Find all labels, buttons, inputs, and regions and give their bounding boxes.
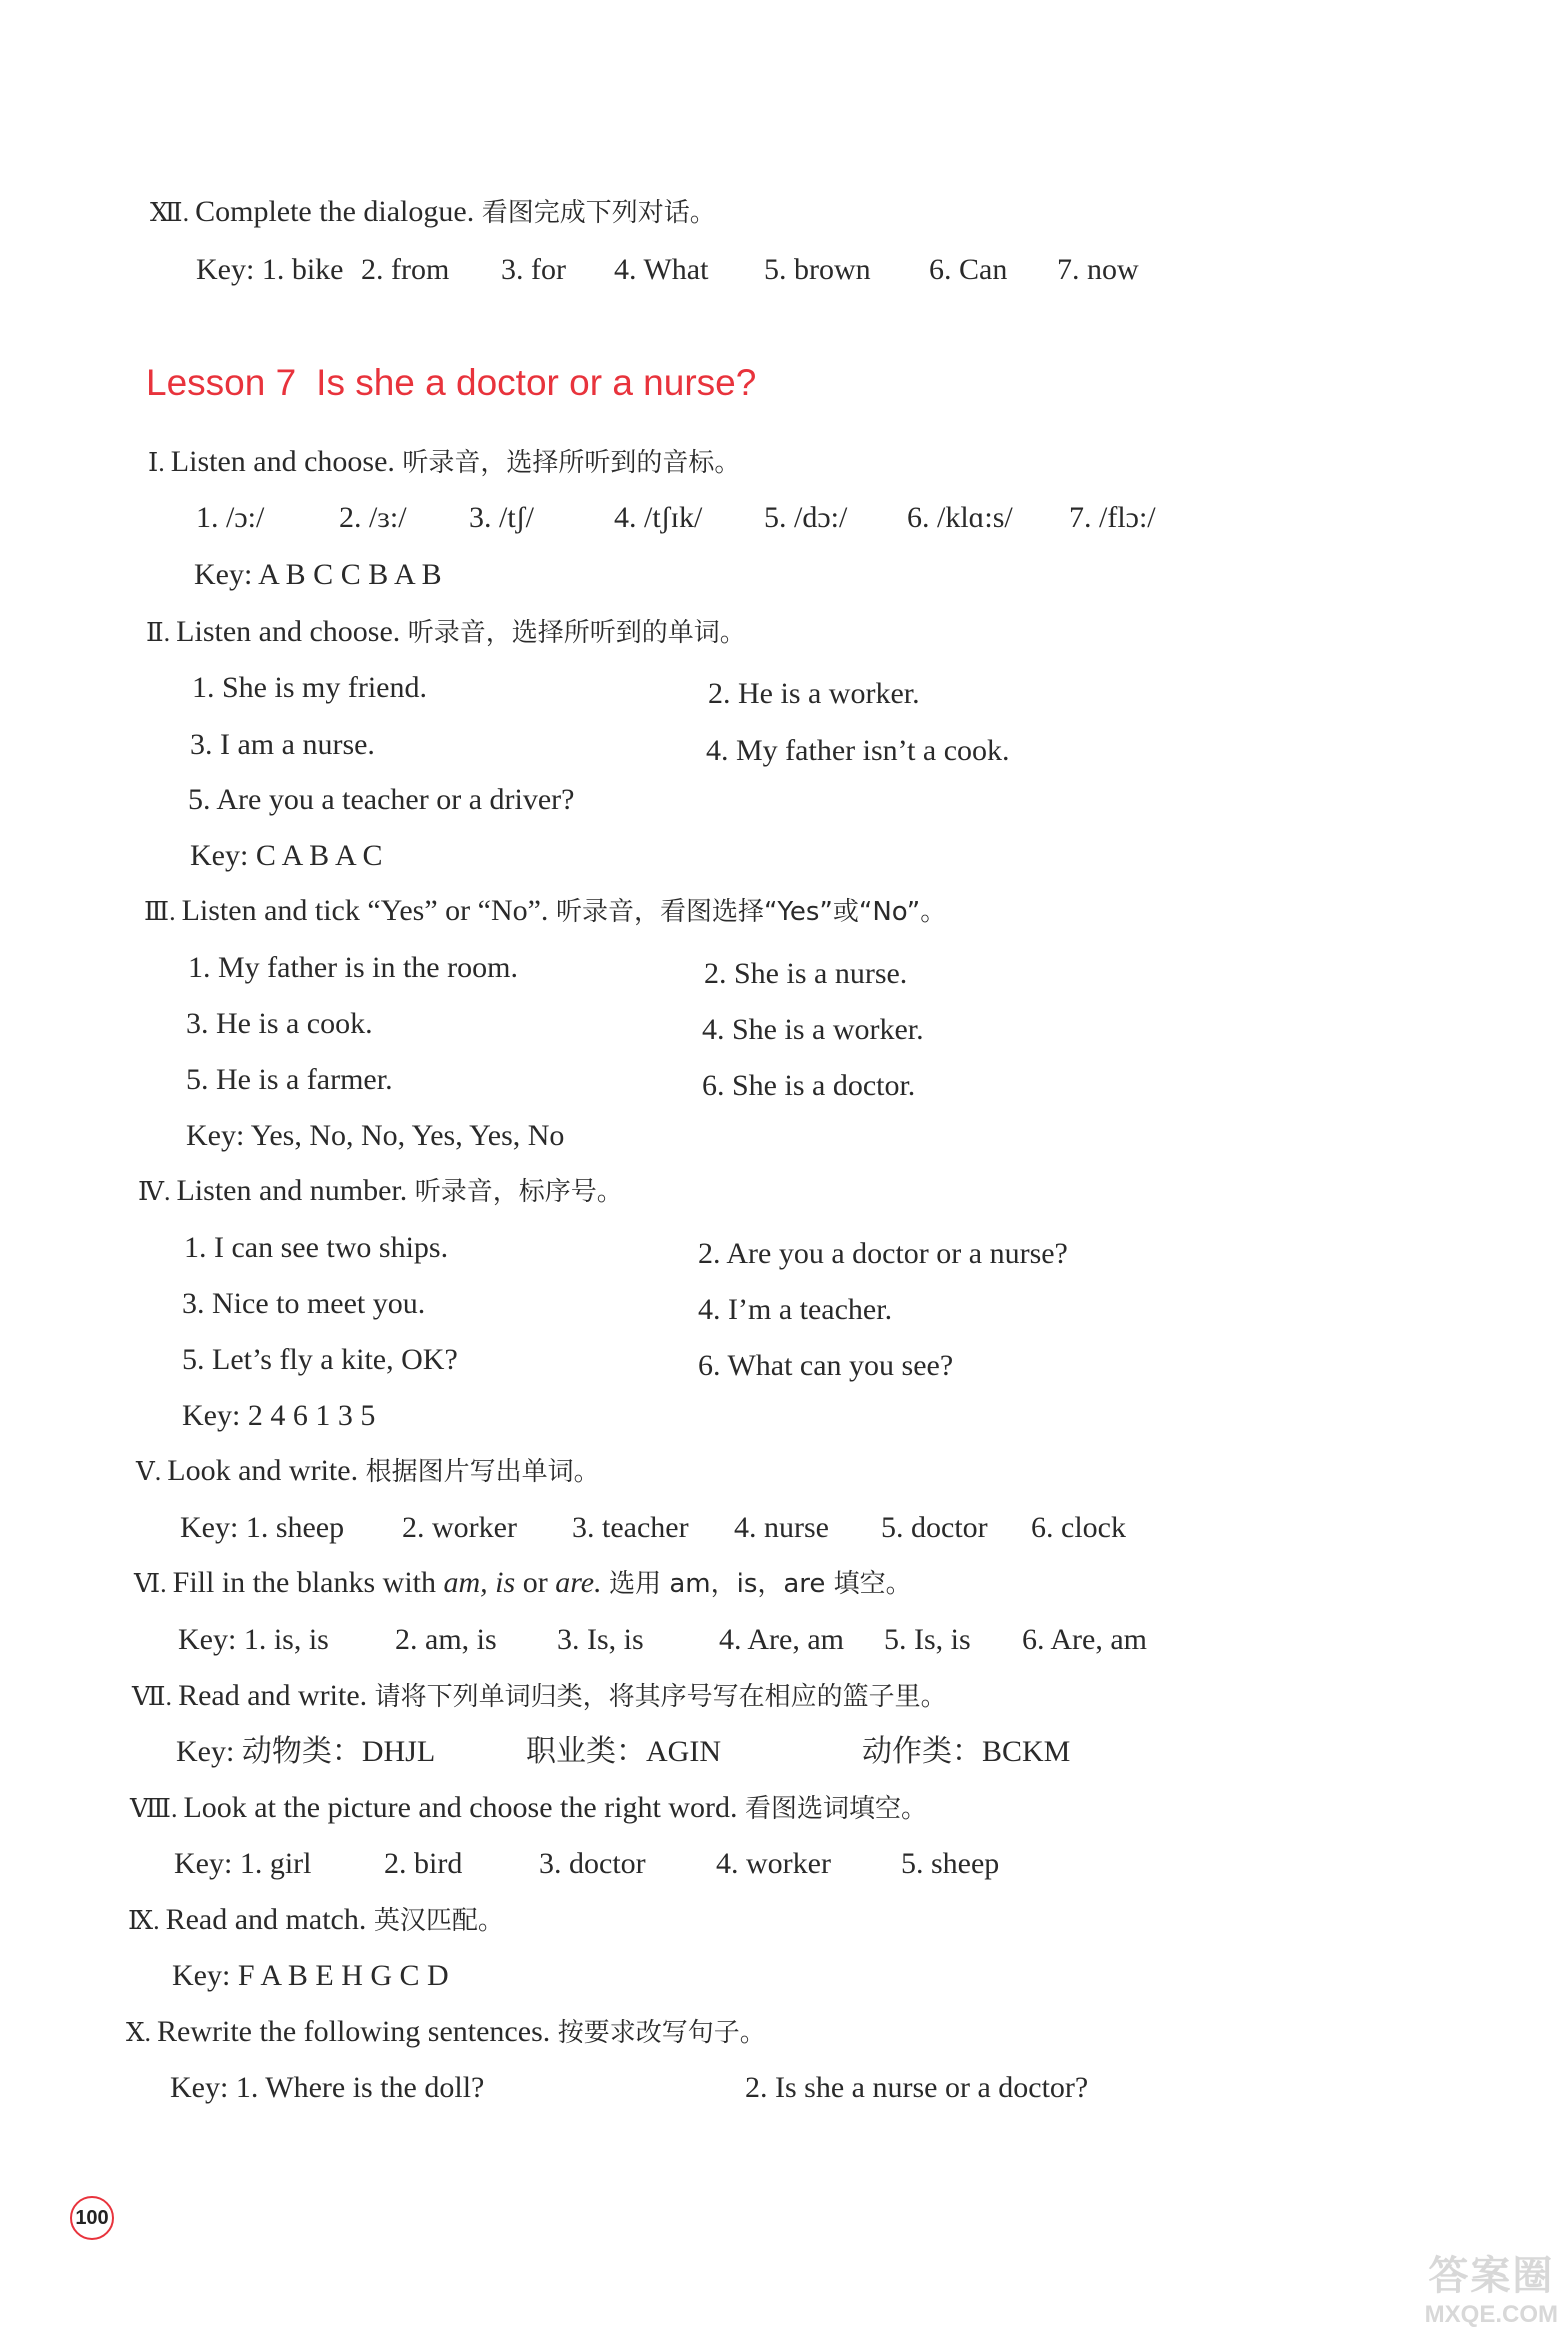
section-10-heading: Ⅹ. Rewrite the following sentences. 按要求改写句子。 <box>126 2015 766 2048</box>
section-2-item: 5. Are you a teacher or a driver? <box>188 783 575 816</box>
section-4-item: 6. What can you see? <box>698 1349 954 1382</box>
section-3-item: 4. She is a worker. <box>702 1013 924 1046</box>
section-2-item: 3. I am a nurse. <box>190 728 375 761</box>
section-3-item: 6. She is a doctor. <box>702 1069 916 1102</box>
section-12-key: Key: 1. bike 2. from 3. for 4. What 5. brown 6. Can 7. now <box>196 253 1139 286</box>
section-4-item: 5. Let’s fly a kite, OK? <box>182 1343 458 1376</box>
section-8-key: Key: 1. girl 2. bird 3. doctor 4. worker 5. sheep <box>174 1847 1000 1880</box>
section-number: Ⅻ. <box>150 198 190 227</box>
section-4-item: 3. Nice to meet you. <box>182 1287 426 1320</box>
section-2-item: 2. He is a worker. <box>708 677 920 710</box>
section-7-key: Key: 动物类：DHJL 职业类：AGIN 动作类：BCKM <box>176 1735 1071 1768</box>
section-2-key: Key: C A B A C <box>190 839 383 872</box>
section-12-heading: Ⅻ. Complete the dialogue. 看图完成下列对话。 <box>150 192 716 233</box>
section-1-items: 1. /ɔ:/ 2. /ɜ:/ 3. /tʃ/ 4. /tʃɪk/ 5. /dɔ:/ 6. /klɑ:s/ 7. /flɔ:/ <box>196 501 1156 534</box>
lesson-title: Lesson 7 Is she a doctor or a nurse? <box>146 362 757 403</box>
section-3-item: 5. He is a farmer. <box>186 1063 393 1096</box>
section-4-item: 2. Are you a doctor or a nurse? <box>698 1237 1068 1270</box>
section-9-heading: Ⅸ. Read and match. 英汉匹配。 <box>128 1903 504 1936</box>
watermark-logo: 答案圈 MXQE.COM <box>1424 2254 1558 2328</box>
section-4-item: 4. I’m a teacher. <box>698 1293 893 1326</box>
section-7-heading: Ⅶ. Read and write. 请将下列单词归类，将其序号写在相应的篮子里。 <box>132 1679 947 1712</box>
section-2-heading: Ⅱ. Listen and choose. 听录音，选择所听到的单词。 <box>146 615 746 648</box>
page-number: 100 <box>70 2196 114 2240</box>
section-8-heading: Ⅷ. Look at the picture and choose the right word. 看图选词填空。 <box>130 1791 927 1824</box>
section-3-heading: Ⅲ. Listen and tick “Yes” or “No”. 听录音，看图选择“Yes”或“No”。 <box>144 894 947 927</box>
section-6-heading: Ⅵ. Fill in the blanks with am, is or are. 选用 am，is，are 填空。 <box>134 1566 912 1599</box>
section-3-key: Key: Yes, No, No, Yes, Yes, No <box>186 1119 565 1152</box>
section-3-item: 1. My father is in the room. <box>188 951 518 984</box>
section-3-item: 2. She is a nurse. <box>704 957 908 990</box>
section-4-item: 1. I can see two ships. <box>184 1231 449 1264</box>
section-4-key: Key: 2 4 6 1 3 5 <box>182 1399 376 1432</box>
section-4-heading: Ⅳ. Listen and number. 听录音，标序号。 <box>138 1174 623 1207</box>
section-1-heading: Ⅰ. Listen and choose. 听录音，选择所听到的音标。 <box>148 445 741 478</box>
section-5-key: Key: 1. sheep 2. worker 3. teacher 4. nurse 5. doctor 6. clock <box>180 1511 1126 1544</box>
section-5-heading: Ⅴ. Look and write. 根据图片写出单词。 <box>136 1454 600 1487</box>
section-2-item: 1. She is my friend. <box>192 671 427 704</box>
section-2-item: 4. My father isn’t a cook. <box>706 734 1010 767</box>
section-3-item: 3. He is a cook. <box>186 1007 373 1040</box>
section-6-key: Key: 1. is, is 2. am, is 3. Is, is 4. Are, am 5. Is, is 6. Are, am <box>178 1623 1147 1656</box>
section-10-key: Key: 1. Where is the doll? 2. Is she a nurse or a doctor? <box>170 2071 1089 2104</box>
section-1-key: Key: A B C C B A B <box>194 558 442 591</box>
section-9-key: Key: F A B E H G C D <box>172 1959 449 1992</box>
